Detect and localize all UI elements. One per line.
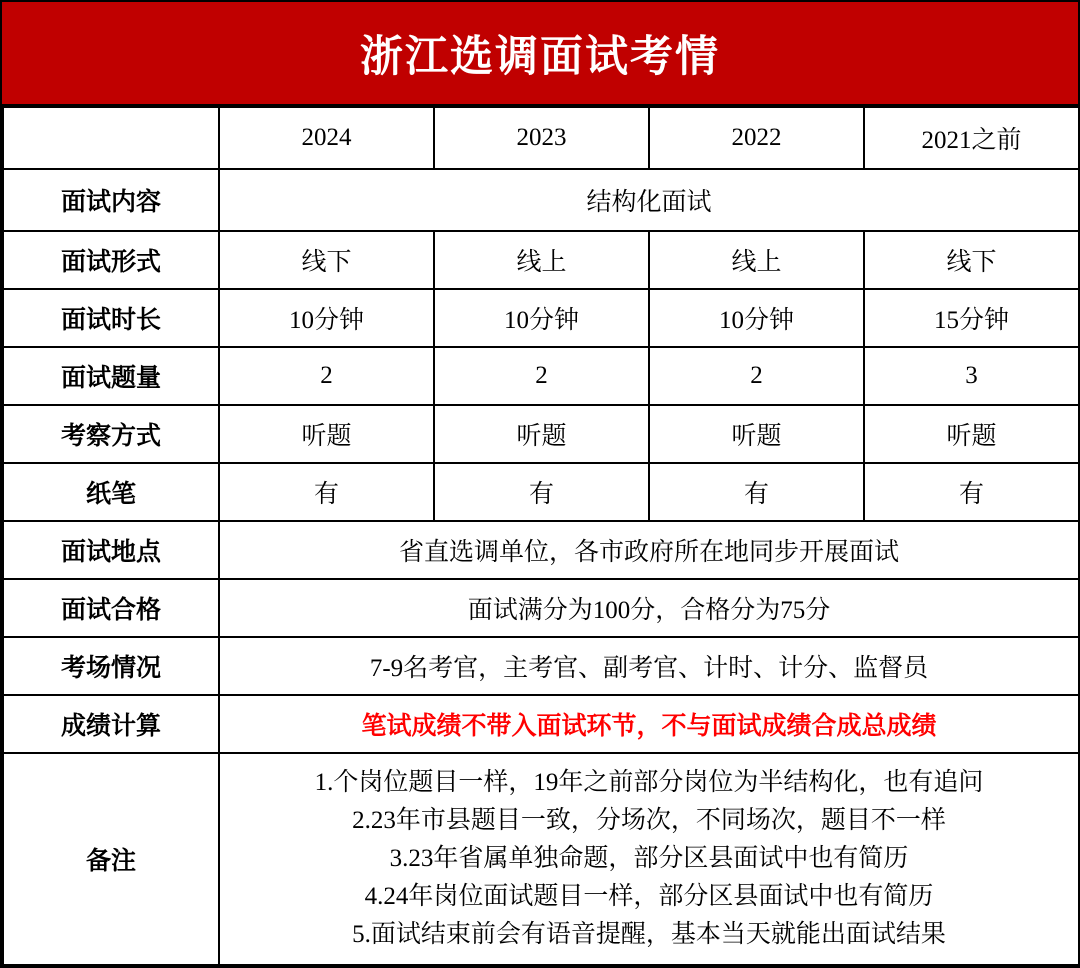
table-header-row [3, 107, 1079, 169]
row-label-pass-score: 面试合格 [3, 579, 219, 637]
row-label-question-count: 面试题量 [3, 347, 219, 405]
cell-mode-2024: 听题 [219, 405, 434, 463]
cell-form-2023: 线上 [434, 231, 649, 289]
row-label-exam-room: 考场情况 [3, 637, 219, 695]
table-row [3, 405, 1079, 463]
notes-content [219, 753, 1079, 965]
row-value-pass-score: 面试满分为100分，合格分为75分 [219, 579, 1079, 637]
page-title: 浙江选调面试考情 [360, 33, 720, 81]
cell-mode-2022: 听题 [649, 405, 864, 463]
row-label-exam-mode: 考察方式 [3, 405, 219, 463]
cell-paper-2022: 有 [649, 463, 864, 521]
table-row-notes [3, 753, 1079, 965]
row-label-paper-pen: 纸笔 [3, 463, 219, 521]
cell-form-2024: 线下 [219, 231, 434, 289]
table-row [3, 463, 1079, 521]
cell-duration-2023: 10分钟 [434, 289, 649, 347]
note-line-1: 1.个岗位题目一样，19年之前部分岗位为半结构化，也有追问 [314, 769, 984, 796]
cell-count-2022: 2 [649, 347, 864, 405]
cell-mode-2023: 听题 [434, 405, 649, 463]
table-row [3, 347, 1079, 405]
cell-form-2021: 线下 [864, 231, 1079, 289]
sheet-title-bar [2, 2, 1078, 106]
cell-count-2021: 3 [864, 347, 1079, 405]
row-value-exam-room: 7-9名考官，主考官、副考官、计时、计分、监督员 [219, 637, 1079, 695]
row-label-score-calc: 成绩计算 [3, 695, 219, 753]
header-year-2021-before: 2021之前 [864, 107, 1079, 169]
cell-paper-2021: 有 [864, 463, 1079, 521]
table-row [3, 579, 1079, 637]
row-value-score-calc: 笔试成绩不带入面试环节，不与面试成绩合成总成绩 [219, 695, 1079, 753]
row-label-notes: 备注 [3, 753, 219, 965]
row-value-interview-place: 省直选调单位，各市政府所在地同步开展面试 [219, 521, 1079, 579]
cell-duration-2021: 15分钟 [864, 289, 1079, 347]
table-row [3, 695, 1079, 753]
cell-count-2023: 2 [434, 347, 649, 405]
cell-duration-2024: 10分钟 [219, 289, 434, 347]
row-label-interview-duration: 面试时长 [3, 289, 219, 347]
cell-duration-2022: 10分钟 [649, 289, 864, 347]
cell-form-2022: 线上 [649, 231, 864, 289]
note-line-2: 2.23年市县题目一致，分场次，不同场次，题目不一样 [352, 807, 946, 834]
note-line-3: 3.23年省属单独命题，部分区县面试中也有简历 [389, 845, 909, 872]
header-year-2023: 2023 [434, 107, 649, 169]
row-label-interview-content: 面试内容 [3, 169, 219, 231]
table-row [3, 637, 1079, 695]
table-row [3, 169, 1079, 231]
row-label-interview-form: 面试形式 [3, 231, 219, 289]
table-row [3, 521, 1079, 579]
table-row [3, 231, 1079, 289]
cell-mode-2021: 听题 [864, 405, 1079, 463]
note-line-5: 5.面试结束前会有语音提醒，基本当天就能出面试结果 [352, 921, 946, 948]
row-label-interview-place: 面试地点 [3, 521, 219, 579]
cell-paper-2023: 有 [434, 463, 649, 521]
interview-table [2, 106, 1080, 966]
cell-count-2024: 2 [219, 347, 434, 405]
row-value-interview-content: 结构化面试 [219, 169, 1079, 231]
header-year-2022: 2022 [649, 107, 864, 169]
note-line-4: 4.24年岗位面试题目一样，部分区县面试中也有简历 [364, 883, 934, 910]
header-corner-cell [3, 107, 219, 169]
cell-paper-2024: 有 [219, 463, 434, 521]
table-row [3, 289, 1079, 347]
header-year-2024: 2024 [219, 107, 434, 169]
